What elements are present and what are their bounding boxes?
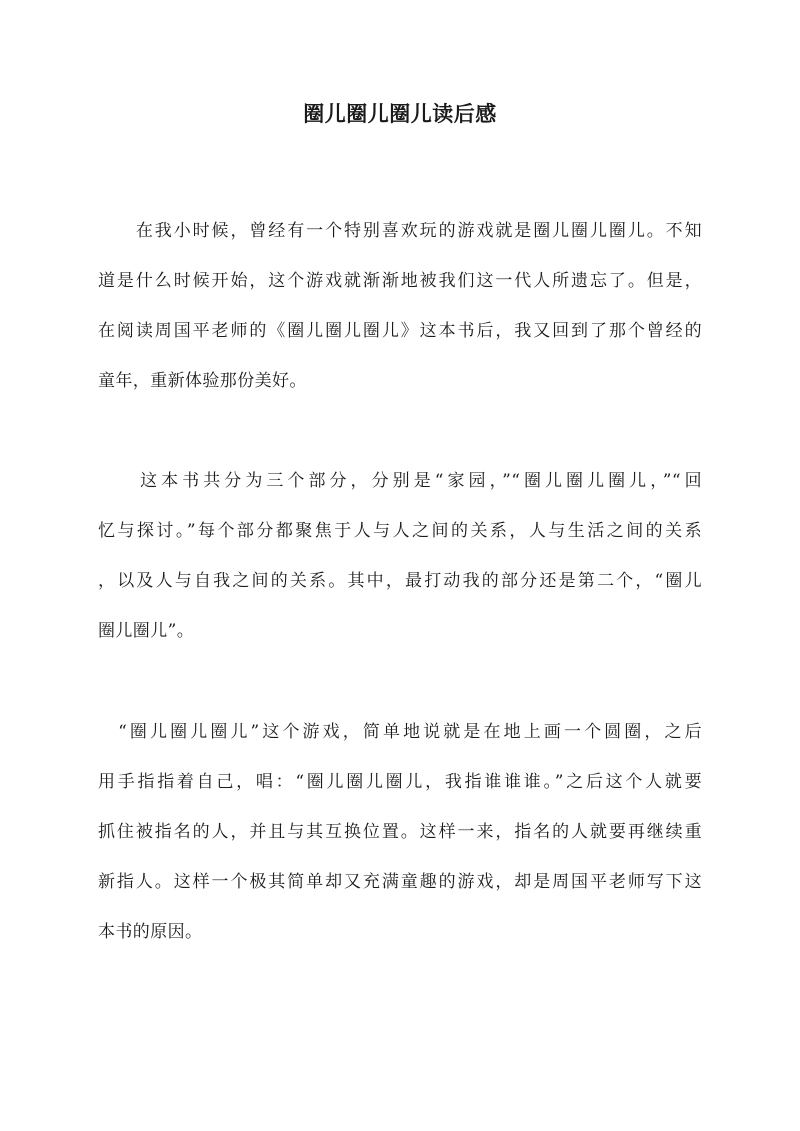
- paragraph-line: 新指人。这样一个极其简单却又充满童趣的游戏，却是周国平老师写下这: [98, 872, 702, 892]
- paragraph-line: 圈儿圈儿”。: [98, 621, 195, 641]
- paragraph-line: 在阅读周国平老师的《圈儿圈儿圈儿》这本书后，我又回到了那个曾经的: [98, 321, 702, 341]
- paragraph-line: “圈儿圈儿圈儿”这个游戏，简单地说就是在地上画一个圆圈，之后: [98, 722, 702, 742]
- paragraph-line: 在我小时候，曾经有一个特别喜欢玩的游戏就是圈儿圈儿圈儿。不知: [98, 221, 702, 241]
- paragraph-1: [98, 213, 702, 413]
- paragraph-line: 抓住被指名的人，并且与其互换位置。这样一来，指名的人就要再继续重: [98, 822, 702, 842]
- paragraph-2: [98, 463, 702, 663]
- paragraph-line: 本书的原因。: [98, 922, 203, 942]
- paragraph-3: [98, 714, 702, 964]
- paragraph-line: ，以及人与自我之间的关系。其中，最打动我的部分还是第二个，“圈儿: [98, 571, 702, 591]
- paragraph-line: 用手指指着自己，唱：“圈儿圈儿圈儿，我指谁谁谁。”之后这个人就要: [98, 772, 702, 792]
- paragraph-line: 这本书共分为三个部分，分别是“家园，”“圈儿圈儿圈儿，”“回: [98, 471, 702, 491]
- paragraph-line: 童年，重新体验那份美好。: [98, 371, 307, 391]
- paragraph-line: 忆与探讨。”每个部分都聚焦于人与人之间的关系，人与生活之间的关系: [98, 521, 702, 541]
- paragraph-line: 道是什么时候开始，这个游戏就渐渐地被我们这一代人所遗忘了。但是，: [98, 271, 702, 291]
- document-title: 圈儿圈儿圈儿读后感: [303, 101, 497, 126]
